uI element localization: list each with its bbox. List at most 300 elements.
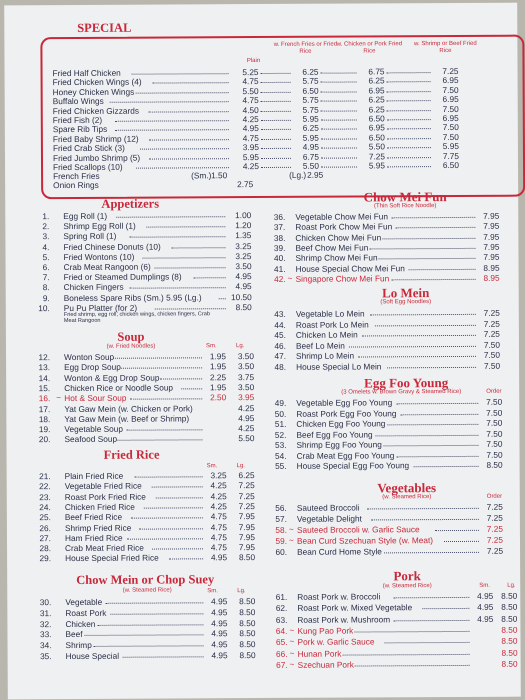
dot-leader xyxy=(387,104,431,111)
item-name: Chicken Lo Mein xyxy=(295,329,358,341)
item-name: Shrimp Chow Mei Fun xyxy=(295,252,378,264)
soup-title: Soup xyxy=(117,329,145,344)
special-price: 6.95 xyxy=(368,122,385,133)
item-price-large: 4.95 xyxy=(238,412,255,423)
item-name: Pork w. Garlic Sauce xyxy=(297,636,375,648)
item-name: Chicken xyxy=(65,618,96,629)
pork-lg-header: Lg. xyxy=(507,582,516,589)
item-name: Crab Meat Fried Rice xyxy=(65,542,144,554)
special-price: 7.25 xyxy=(442,65,459,77)
item-name: House Special Fried Rice xyxy=(65,552,159,564)
item-name: Shrimp Egg Foo Young xyxy=(296,439,382,450)
item-name: Hunan Pork xyxy=(297,648,342,659)
item-number: 25. xyxy=(39,512,51,523)
item-name: Roast Pork Lo Mein xyxy=(295,319,369,330)
item-price-large: 8.50 xyxy=(239,617,256,628)
special-price: 7.50 xyxy=(442,84,459,95)
soup-lg-header: Lg. xyxy=(235,343,245,350)
item-name: Buffalo Wings xyxy=(52,96,104,107)
item-price: 7.95 xyxy=(483,231,500,242)
egg-foo-young-title: Egg Foo Young xyxy=(364,375,449,391)
item-number: 61. xyxy=(275,591,288,602)
special-price: 7.75 xyxy=(442,150,460,161)
item-number: 12. xyxy=(38,352,51,363)
item-price-small: 4.95 xyxy=(477,590,494,601)
dot-leader xyxy=(321,151,357,158)
item-price: 7.25 xyxy=(483,307,500,318)
item-name: Singapore Chow Mei Fun xyxy=(295,273,390,284)
special-price: 6.95 xyxy=(442,94,459,105)
item-name: Sauteed Broccoli xyxy=(296,502,360,513)
item-name: Roast Pork w. Mixed Vegetable xyxy=(297,602,413,614)
special-price: 6.25 xyxy=(302,66,319,77)
item-name: Beef xyxy=(65,629,83,640)
item-number: 39. xyxy=(273,242,286,253)
dot-leader xyxy=(413,460,478,467)
item-number: 42. xyxy=(274,273,286,284)
fried-rice-sm-header: Sm. xyxy=(206,463,218,470)
item-number: 57. xyxy=(275,513,287,524)
item-name: Boneless Spare Ribs (Sm.) 5.95 (Lg.) xyxy=(63,291,202,303)
item-price: 7.50 xyxy=(486,407,503,418)
special-price: 4.25 xyxy=(242,161,260,172)
item-number: 55. xyxy=(275,460,287,471)
item-number: 60. xyxy=(275,546,288,557)
item-number: 33. xyxy=(39,629,52,640)
item-number: 23. xyxy=(39,491,51,502)
dot-leader xyxy=(261,123,291,130)
item-number: 22. xyxy=(39,481,51,492)
dot-leader xyxy=(375,428,479,436)
dot-leader xyxy=(355,625,470,633)
item-number: 36. xyxy=(273,211,286,222)
item-name: Chicken Egg Foo Young xyxy=(296,418,386,429)
dot-leader xyxy=(391,273,476,280)
item-price: 7.50 xyxy=(483,350,501,361)
dot-leader xyxy=(321,95,357,102)
dot-leader xyxy=(156,491,203,498)
dot-leader xyxy=(387,151,431,158)
dot-leader xyxy=(148,133,229,140)
dot-leader xyxy=(400,407,478,414)
special-price: 6.25 xyxy=(302,123,319,134)
item-price: 8.95 xyxy=(483,272,500,283)
item-price: 7.25 xyxy=(486,545,504,556)
item-price-small: 4.95 xyxy=(211,617,228,628)
item-price-large: 8.50 xyxy=(501,590,518,601)
special-price: 5.75 xyxy=(302,104,319,115)
item-price: 7.95 xyxy=(483,241,500,252)
special-price: 4.75 xyxy=(242,132,259,143)
item-price-small: 3.25 xyxy=(210,470,227,481)
item-number: 28. xyxy=(39,543,52,554)
item-price-large: 8.50 xyxy=(501,647,518,658)
item-name: Spring Roll (1) xyxy=(63,231,117,242)
special-price: 5.75 xyxy=(302,76,319,87)
special-price: 5.50 xyxy=(368,141,385,152)
dot-leader xyxy=(261,142,291,149)
item-price-large: 8.50 xyxy=(501,601,518,613)
dot-leader xyxy=(383,439,478,446)
item-number: 19. xyxy=(38,424,51,435)
dot-leader xyxy=(349,340,476,348)
special-price: 7.50 xyxy=(442,131,459,142)
item-price-small: 4.75 xyxy=(210,521,227,532)
item-price-large: 3.75 xyxy=(237,371,255,382)
special-title: SPECIAL xyxy=(77,20,132,35)
dot-leader xyxy=(423,602,470,609)
item-price-large: 5.50 xyxy=(238,433,255,444)
special-price: 4.50 xyxy=(242,104,259,115)
egg-foo-young-order-header: Order xyxy=(486,388,502,395)
item-number: 34. xyxy=(39,640,52,651)
item-name: Kung Pao Pork xyxy=(297,625,354,636)
dot-leader xyxy=(152,77,228,84)
item-number: 1. xyxy=(42,211,50,222)
menu-content xyxy=(4,3,518,670)
item-price: 8.50 xyxy=(235,301,252,312)
item-name: Plain Fried Rice xyxy=(64,470,124,482)
item-price-large: 7.95 xyxy=(238,531,255,542)
dot-leader xyxy=(387,66,431,73)
item-name: Vegetable Fried Rice xyxy=(64,480,142,492)
item-price-large: 8.50 xyxy=(501,658,518,669)
item-price: 7.25 xyxy=(486,534,504,545)
item-price-small: 4.25 xyxy=(210,480,227,491)
dot-leader xyxy=(321,114,357,121)
dot-leader xyxy=(114,124,229,132)
special-price: 5.50 xyxy=(242,85,259,96)
dot-leader xyxy=(321,67,357,74)
dot-leader xyxy=(114,114,229,122)
item-number: 20. xyxy=(38,434,51,445)
dot-leader xyxy=(321,142,357,149)
pork-title: Pork xyxy=(393,568,421,584)
dot-leader xyxy=(321,132,357,139)
item-name: Shrimp Lo Mein xyxy=(296,350,355,362)
special-price: 6.95 xyxy=(442,112,459,124)
item-name: Vegetable Delight xyxy=(296,513,362,524)
item-name: Szechuan Pork xyxy=(297,659,354,670)
item-name: House Special Lo Mein xyxy=(296,361,382,372)
chow-mein-sm-header: Sm. xyxy=(207,588,218,595)
item-price: 7.25 xyxy=(486,523,503,534)
dot-leader xyxy=(261,104,291,111)
dot-leader xyxy=(261,133,291,140)
item-number: 2. xyxy=(42,221,50,232)
special-price: 4.25 xyxy=(242,114,259,125)
dot-leader xyxy=(370,308,476,316)
item-number: 31. xyxy=(39,607,52,618)
fried-rice-lg-header: Lg. xyxy=(236,463,245,470)
item-name: Egg Roll (1) xyxy=(63,210,108,222)
item-number: 16. xyxy=(38,393,51,404)
item-number: 58. xyxy=(275,524,287,535)
item-number: 62. xyxy=(275,603,288,614)
dot-leader xyxy=(408,262,476,269)
dot-leader xyxy=(387,94,431,101)
special-price: 5.95 xyxy=(442,141,459,152)
item-number: 56. xyxy=(275,502,287,513)
dot-leader xyxy=(384,636,469,643)
item-price: 1.00 xyxy=(235,210,252,221)
item-name: Roast Pork Chow Mei Fun xyxy=(295,221,393,233)
item-price: 7.50 xyxy=(486,438,503,449)
dot-leader xyxy=(261,86,291,93)
item-name: Hot & Sour Soup xyxy=(64,392,127,404)
item-name: Sauteed Broccoli w. Garlic Sauce xyxy=(296,524,420,535)
item-name: Crab Meat Rangoon (6) xyxy=(63,261,151,273)
item-price-small: 4.95 xyxy=(211,650,228,661)
onion-rings-price: 2.75 xyxy=(237,179,254,190)
item-price: 7.25 xyxy=(483,328,500,340)
pork-subtitle: (w. Steamed Rice) xyxy=(382,583,432,590)
vegetables-title: Vegetables xyxy=(377,480,437,496)
egg-foo-young-subtitle: (3 Omelets w. Brown Gravy & Steamed Rice) xyxy=(341,388,462,396)
special-price: 5.25 xyxy=(242,67,259,78)
dot-leader xyxy=(140,142,229,149)
dot-leader xyxy=(370,242,476,250)
dot-leader xyxy=(387,160,431,167)
item-price-small: 1.95 xyxy=(209,351,227,362)
spicy-icon: ~ xyxy=(289,659,295,669)
item-number: 27. xyxy=(39,532,52,543)
item-number: 4. xyxy=(42,241,50,252)
dot-leader xyxy=(378,252,475,260)
item-number: 49. xyxy=(274,397,287,408)
item-price-small: 4.25 xyxy=(210,501,227,512)
item-name: Vegetable Chow Mei Fun xyxy=(295,211,389,222)
item-name: Vegetable Egg Foo Young xyxy=(296,397,393,408)
menu-page xyxy=(4,3,521,700)
item-number: 5. xyxy=(42,251,50,262)
item-price: 7.50 xyxy=(483,339,500,350)
special-price: 4.95 xyxy=(242,123,259,134)
item-name: Fried Chicken Wings (4) xyxy=(52,77,142,88)
item-number: 21. xyxy=(39,471,51,482)
item-number: 10. xyxy=(38,302,50,313)
dot-leader xyxy=(181,382,202,389)
item-name: Crab Meat Egg Foo Young xyxy=(296,449,395,461)
item-price-large: 7.95 xyxy=(238,511,255,522)
special-price: 6.50 xyxy=(302,85,319,96)
item-name: Fried Crab Stick (3) xyxy=(52,142,125,154)
item-name: Vegetable Lo Mein xyxy=(295,308,365,319)
item-name: Beef Lo Mein xyxy=(295,340,345,351)
item-price: 7.95 xyxy=(483,221,500,232)
item-number: 3. xyxy=(42,231,50,242)
dot-leader xyxy=(261,95,291,102)
dot-leader xyxy=(395,221,475,228)
item-name: Beef Egg Foo Young xyxy=(296,428,373,440)
item-number: 53. xyxy=(274,439,287,450)
special-price: 5.95 xyxy=(368,160,386,171)
vegetables-order-header: Order xyxy=(486,493,503,500)
spicy-icon: ~ xyxy=(287,273,293,283)
item-price-large: 3.50 xyxy=(237,351,255,362)
item-price-small: 2.25 xyxy=(209,371,227,382)
dot-leader xyxy=(388,418,479,425)
dot-leader xyxy=(387,132,431,139)
item-name: Roast Pork w. Broccoli xyxy=(297,591,381,602)
item-name: Fried Jumbo Shrimp (5) xyxy=(52,152,141,163)
item-name: Wonton Soup xyxy=(64,351,115,363)
special-price: 4.75 xyxy=(242,76,259,87)
item-number: 9. xyxy=(42,292,50,303)
chow-mei-fun-subtitle: (Thin Soft Rice Noodle) xyxy=(374,203,437,210)
dot-leader xyxy=(367,502,479,510)
appetizers-title: Appetizers xyxy=(101,196,160,211)
item-price-small: 2.50 xyxy=(210,392,227,403)
item-number: 67. xyxy=(276,659,288,670)
special-price: 7.50 xyxy=(442,103,459,114)
soup-subtitle: (w. Fried Noodles) xyxy=(106,343,156,350)
item-price-large: 7.95 xyxy=(238,542,256,553)
item-price: 3.25 xyxy=(235,250,252,261)
special-price: 6.50 xyxy=(368,113,385,124)
spicy-icon: ~ xyxy=(289,637,295,647)
special-price: 6.50 xyxy=(442,159,460,171)
item-price: 7.25 xyxy=(483,318,500,329)
lo-mein-title: Lo Mein xyxy=(382,285,430,301)
special-price: 5.95 xyxy=(302,132,319,143)
item-price-small: 4.25 xyxy=(210,490,227,501)
item-price-large: 8.50 xyxy=(239,606,256,617)
item-name: Bean Curd Home Style xyxy=(297,546,382,557)
dot-leader xyxy=(219,292,226,299)
dot-leader xyxy=(384,546,479,553)
dot-leader xyxy=(321,85,357,92)
item-price-large: 8.50 xyxy=(501,613,518,624)
item-number: 51. xyxy=(274,418,287,429)
chow-mein-subtitle: (w. Steamed Rice) xyxy=(122,587,172,594)
chow-mein-lg-header: Lg. xyxy=(237,588,246,595)
french-fries-sm-price: 1.50 xyxy=(211,170,228,181)
item-name: Yat Gaw Mein (w. Beef or Shrimp) xyxy=(64,413,190,424)
spicy-icon: ~ xyxy=(289,625,295,635)
platter-note: Fried shrimp, egg roll, chicken wings, chicken fingers, Crab Meat Rangoon xyxy=(63,311,210,325)
dot-leader xyxy=(387,123,431,130)
special-price: 7.50 xyxy=(442,122,459,133)
special-price: 6.25 xyxy=(368,103,385,115)
item-name: House Special Chow Mei Fun xyxy=(295,262,405,274)
dot-leader xyxy=(391,211,476,218)
item-name: Fried Chicken Gizzards xyxy=(52,105,139,116)
item-price: 7.50 xyxy=(486,428,503,439)
item-name: Roast Pork Fried Rice xyxy=(64,491,146,502)
item-price: 1.20 xyxy=(235,220,252,231)
dot-leader xyxy=(148,105,229,112)
item-price-small: 4.95 xyxy=(477,602,494,613)
item-price-small: 1.95 xyxy=(209,361,227,372)
item-name: Honey Chicken Wings xyxy=(52,86,135,97)
item-number: 43. xyxy=(274,308,286,319)
item-price-large: 6.25 xyxy=(238,470,255,481)
item-number: 59. xyxy=(275,535,288,546)
dot-leader xyxy=(321,104,357,111)
special-col-header: w. French Fries or Fried Rice xyxy=(273,41,338,55)
special-price: 6.75 xyxy=(368,66,385,77)
soup-sm-header: Sm. xyxy=(205,343,217,350)
item-price: 8.95 xyxy=(483,262,500,273)
item-name: Fried Fish (2) xyxy=(52,114,103,126)
item-name: Fried Half Chicken xyxy=(52,67,121,79)
dot-leader xyxy=(393,591,470,598)
item-name: Bean Curd Szechuan Style (w. Meat) xyxy=(296,535,434,546)
item-name: Roast Pork w. Mushroom xyxy=(297,613,391,625)
dot-leader xyxy=(321,76,357,83)
dot-leader xyxy=(382,231,475,238)
dot-leader xyxy=(261,114,291,121)
menu-item xyxy=(8,658,521,671)
special-col-header: Plain xyxy=(246,58,261,65)
item-name: Egg Drop Soup xyxy=(64,362,121,373)
item-number: 48. xyxy=(274,361,287,372)
french-fries-lg-price: 2.95 xyxy=(307,169,324,180)
item-name: House Special xyxy=(65,650,120,662)
vegetables-subtitle: (w. Steamed Rice) xyxy=(382,494,432,501)
item-number: 7. xyxy=(42,272,50,283)
item-name: Shrimp Egg Roll (1) xyxy=(63,220,136,232)
special-price: 6.75 xyxy=(302,151,320,162)
item-number: 54. xyxy=(274,450,287,461)
item-price-large: 8.50 xyxy=(239,596,256,607)
dot-leader xyxy=(261,67,291,74)
item-name: Pu Pu Platter (for 2) xyxy=(63,302,138,313)
item-number: 46. xyxy=(274,340,286,351)
item-price-large: 8.50 xyxy=(239,628,256,639)
dot-leader xyxy=(321,123,357,130)
item-price: 7.95 xyxy=(483,251,500,263)
dot-leader xyxy=(443,535,479,542)
item-price-small: 4.95 xyxy=(211,596,228,607)
item-price: 4.95 xyxy=(235,281,252,292)
special-price: 4.75 xyxy=(242,95,259,106)
item-price-small: 4.95 xyxy=(477,613,494,624)
item-number: 32. xyxy=(39,618,52,629)
dot-leader xyxy=(342,647,470,655)
item-number: 40. xyxy=(273,253,286,264)
item-name: Spare Rib Tips xyxy=(52,124,108,135)
item-number: 18. xyxy=(38,413,51,424)
item-price-large: 4.25 xyxy=(238,402,255,413)
item-name: Fried Wontons (10) xyxy=(63,251,135,262)
item-number: 65. xyxy=(275,637,288,648)
french-fries-lg-label: (Lg.) xyxy=(289,169,307,180)
pork-sm-header: Sm. xyxy=(479,582,490,589)
lo-mein-subtitle: (Soft Egg Noodles) xyxy=(380,299,432,306)
french-fries-sm-label: (Sm.) xyxy=(191,170,212,181)
dot-leader xyxy=(374,318,476,326)
dot-leader xyxy=(387,113,431,120)
special-price: 6.50 xyxy=(368,132,385,143)
item-price-large: 7.25 xyxy=(238,490,255,501)
item-price: 7.50 xyxy=(483,360,501,371)
item-number: 15. xyxy=(38,383,51,394)
spicy-icon: ~ xyxy=(289,648,295,658)
item-name: Chicken Chow Mei Fun xyxy=(295,231,382,243)
item-name: Chicken Fingers xyxy=(63,282,124,293)
dot-leader xyxy=(148,152,229,159)
special-price: 5.95 xyxy=(302,113,319,124)
item-name: Wonton & Egg Drop Soup xyxy=(64,372,160,383)
dot-leader xyxy=(435,524,479,531)
item-price-small: 4.75 xyxy=(210,531,227,543)
item-price-small: 4.75 xyxy=(210,511,227,522)
item-name: Beef Fried Rice xyxy=(64,511,123,523)
dot-leader xyxy=(110,95,229,103)
dot-leader xyxy=(135,86,228,93)
